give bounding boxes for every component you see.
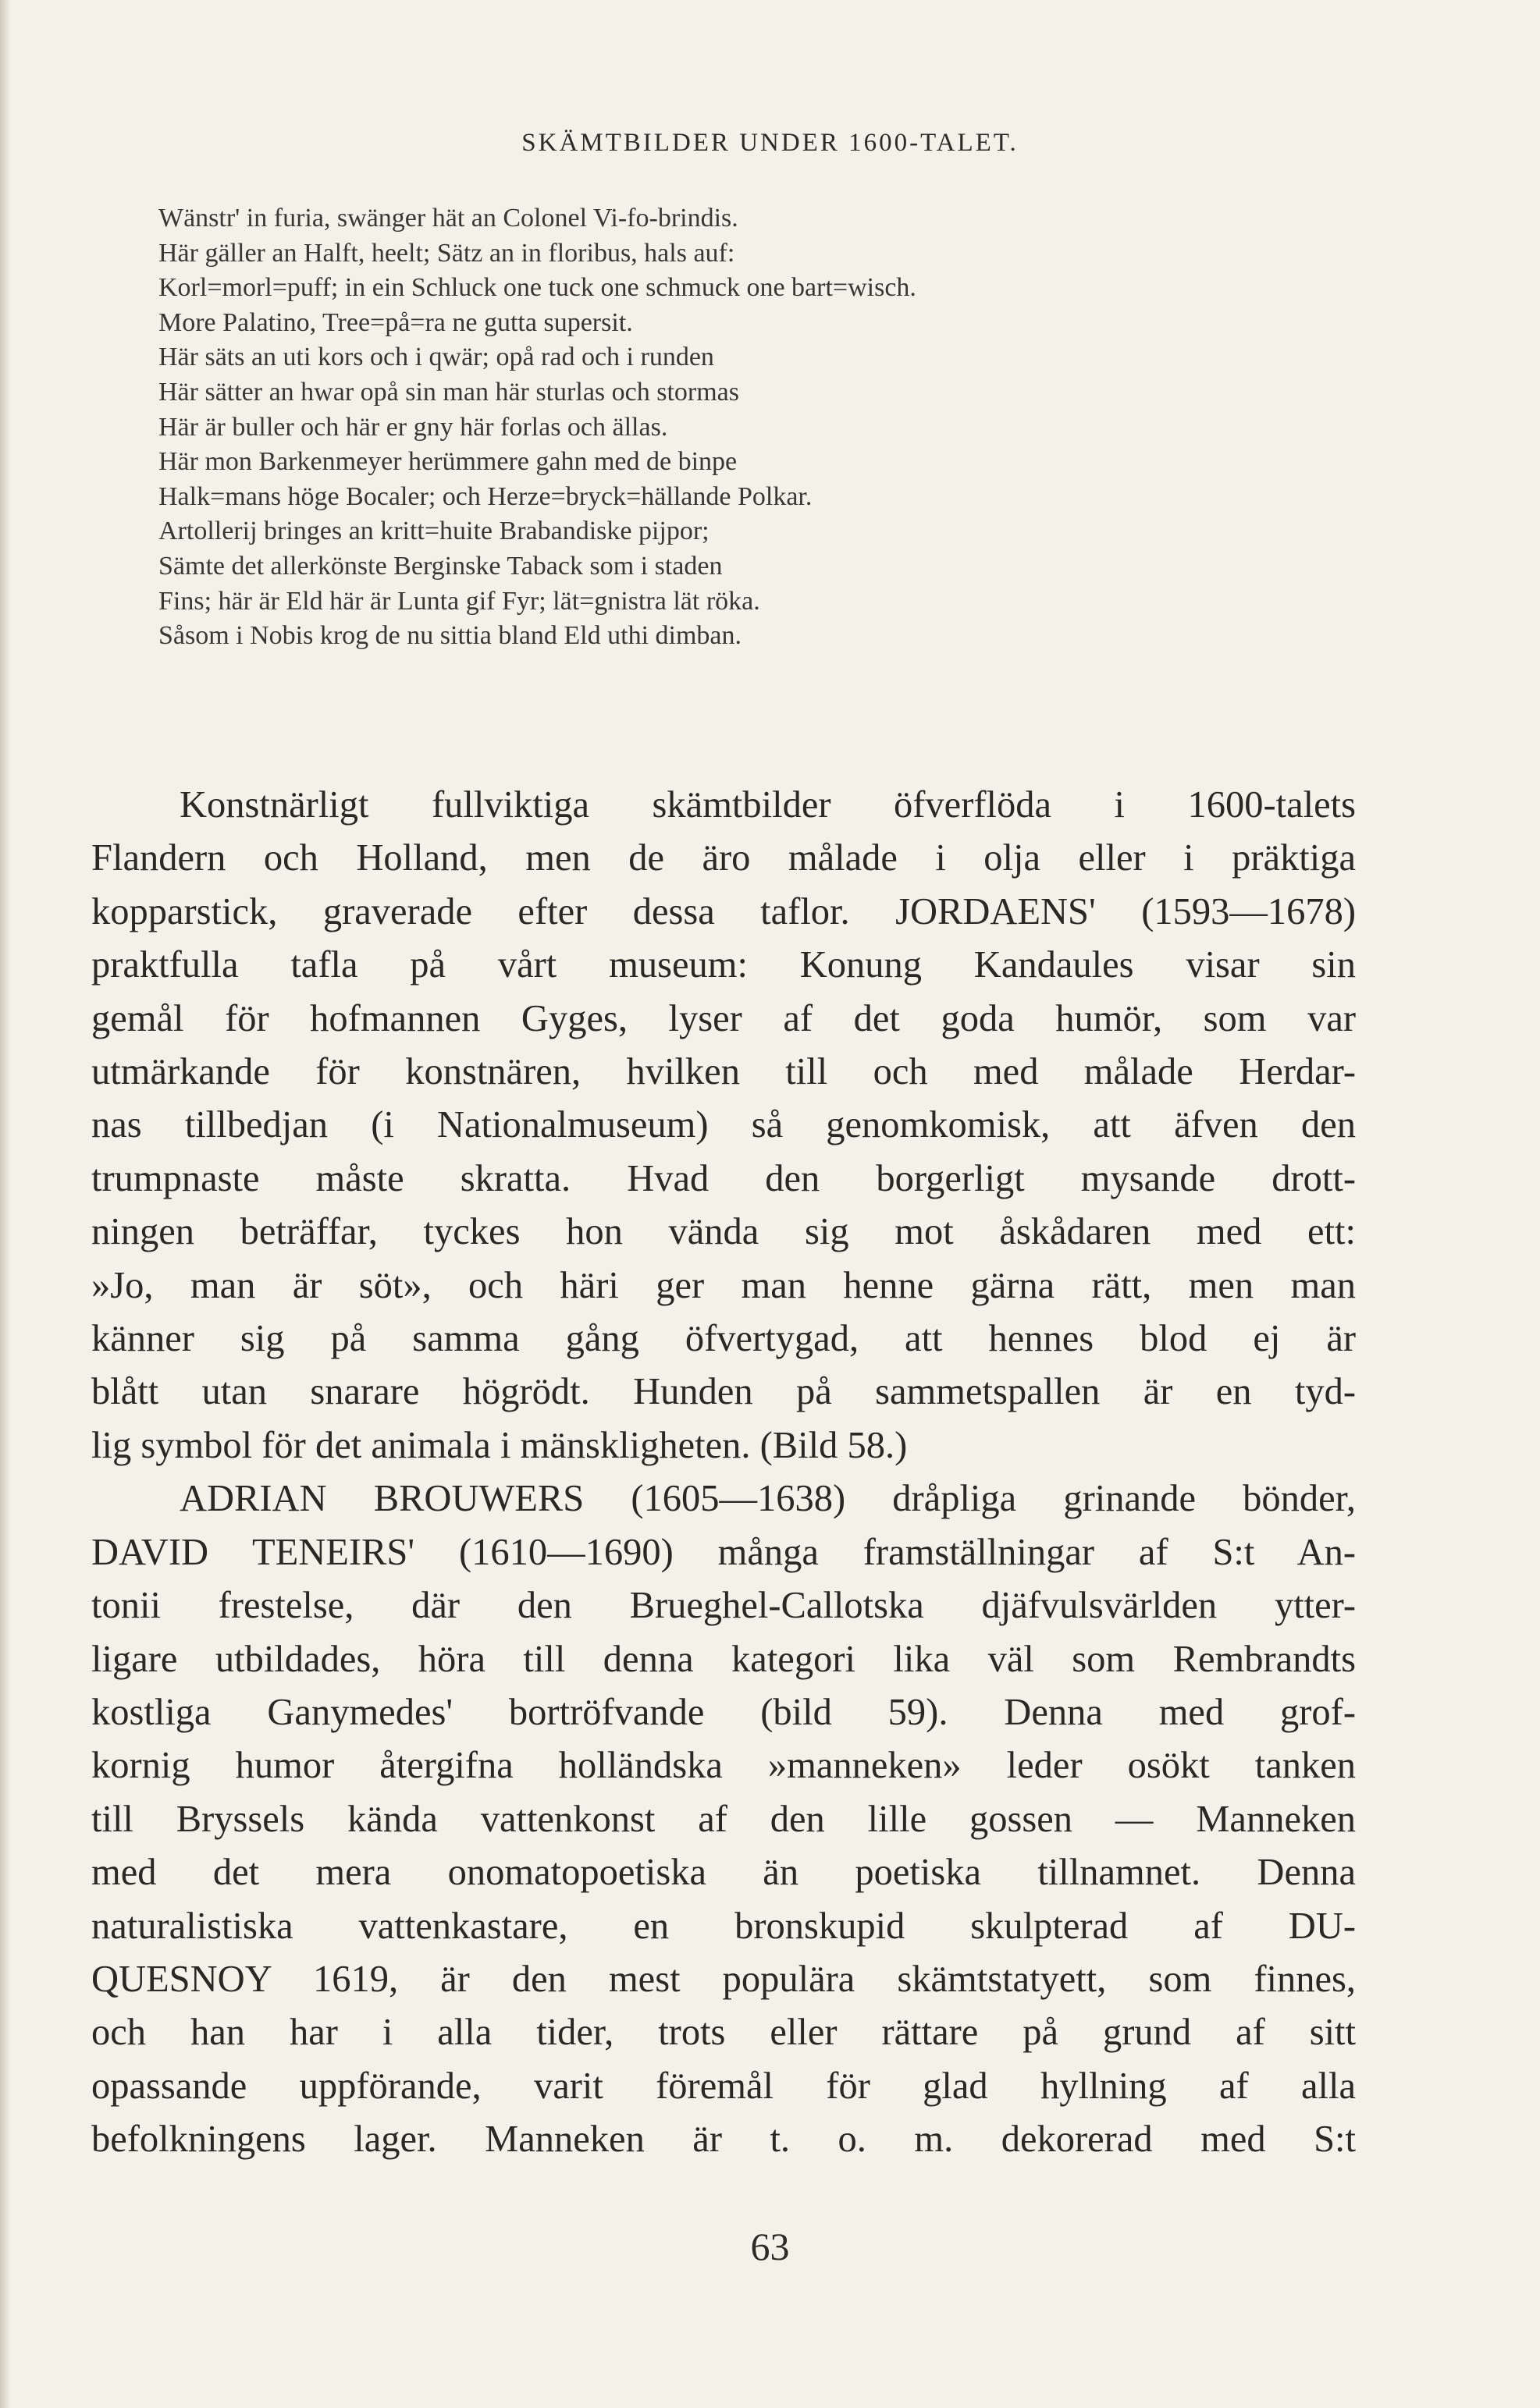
body-line: utmärkande för konstnären, hvilken till och med målade Herdar-: [91, 1051, 1356, 1093]
body-line: med det mera onomatopoetiska än poetiska tillnamnet. Denna: [91, 1852, 1356, 1894]
running-title: SKÄMTBILDER UNDER 1600-TALET.: [521, 129, 1019, 157]
poem-line: Här säts an uti kors och i qwär; opå rad och i runden: [158, 343, 714, 372]
poem-line: Korl=morl=puff; in ein Schluck one tuck one schmuck one bart=wisch.: [158, 273, 916, 303]
body-line: lig symbol för det animala i mänskligheten. (Bild 58.): [91, 1424, 908, 1466]
page-number: 63: [750, 2225, 790, 2268]
body-line: befolkningens lager. Manneken är t. o. m. dekorerad med S:t: [91, 2119, 1356, 2161]
poem-line: Halk=mans höge Bocaler; och Herze=bryck=hällande Polkar.: [158, 481, 813, 511]
body-line: Konstnärligt fullviktiga skämtbilder öfverflöda i 1600-talets: [180, 784, 1356, 826]
poem-line: More Palatino, Tree=på=ra ne gutta supersit.: [158, 307, 633, 337]
body-line: DAVID TENEIRS' (1610—1690) många framställningar af S:t An-: [91, 1531, 1356, 1573]
body-line: kostliga Ganymedes' bortröfvande (bild 59). Denna med grof-: [91, 1691, 1356, 1733]
body-line: blått utan snarare högrödt. Hunden på sammetspallen är en tyd-: [91, 1371, 1356, 1413]
body-line: Flandern och Holland, men de äro målade i olja eller i präktiga: [91, 837, 1356, 879]
poem-line: Såsom i Nobis krog de nu sittia bland Eld uthi dimban.: [158, 621, 742, 651]
body-line: QUESNOY 1619, är den mest populära skämtstatyett, som finnes,: [91, 1958, 1356, 2000]
body-line: känner sig på samma gång öfvertygad, att hennes blod ej är: [91, 1318, 1356, 1360]
body-line: och han har i alla tider, trots eller rättare på grund af sitt: [91, 2012, 1356, 2054]
body-line: kornig humor återgifna holländska »manneken» leder osökt tanken: [91, 1745, 1356, 1787]
body-line: till Bryssels kända vattenkonst af den lille gossen — Manneken: [91, 1798, 1356, 1840]
poem-line: Artollerij bringes an kritt=huite Brabandiske pijpor;: [158, 517, 710, 546]
poem-line: Här är buller och här er gny här forlas och ällas.: [158, 412, 668, 442]
poem-line: Här mon Barkenmeyer herümmere gahn med de binpe: [158, 447, 738, 477]
body-text: [91, 779, 1356, 2167]
body-line: kopparstick, graverade efter dessa taflor. JORDAENS' (1593—1678): [91, 890, 1356, 932]
poem-line: Wänstr' in furia, swänger hät an Colonel Vi-fo-brindis.: [158, 204, 738, 233]
body-line: ligare utbildades, höra till denna kategori lika väl som Rembrandts: [91, 1638, 1356, 1680]
scan-edge-shadow: [0, 0, 11, 2408]
poem-block: [158, 201, 1376, 654]
body-line: ningen beträffar, tyckes hon vända sig mot åskådaren med ett:: [91, 1211, 1356, 1253]
body-line: ADRIAN BROUWERS (1605—1638) dråpliga grinande bönder,: [180, 1478, 1356, 1520]
body-line: praktfulla tafla på vårt museum: Konung Kandaules visar sin: [91, 944, 1356, 986]
body-line: nas tillbedjan (i Nationalmuseum) så genomkomisk, att äfven den: [91, 1104, 1356, 1146]
poem-line: Här gäller an Halft, heelt; Sätz an in floribus, hals auf:: [158, 238, 735, 268]
body-line: tonii frestelse, där den Brueghel-Callotska djäfvulsvärlden ytter-: [91, 1585, 1356, 1627]
body-line: naturalistiska vattenkastare, en bronskupid skulpterad af DU-: [91, 1905, 1356, 1947]
poem-line: Sämte det allerkönste Berginske Taback som i staden: [158, 551, 723, 581]
body-line: »Jo, man är söt», och häri ger man henne gärna rätt, men man: [91, 1264, 1356, 1306]
poem-line: Här sätter an hwar opå sin man här sturlas och stormas: [158, 377, 739, 407]
body-line: trumpnaste måste skratta. Hvad den borgerligt mysande drott-: [91, 1157, 1356, 1199]
body-line: gemål för hofmannen Gyges, lyser af det goda humör, som var: [91, 997, 1356, 1039]
poem-line: Fins; här är Eld här är Lunta gif Fyr; lät=gnistra lät röka.: [158, 586, 760, 616]
body-line: opassande uppförande, varit föremål för glad hyllning af alla: [91, 2065, 1356, 2107]
